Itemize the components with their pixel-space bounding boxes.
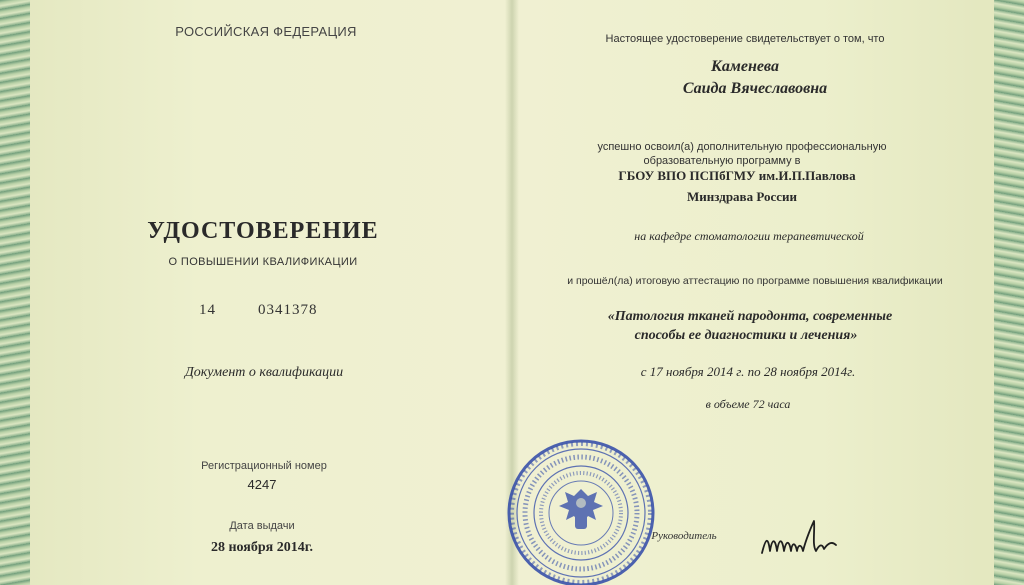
country-heading: РОССИЙСКАЯ ФЕДЕРАЦИЯ bbox=[175, 24, 357, 39]
head-label: Руководитель bbox=[651, 530, 717, 542]
institution-line-1: ГБОУ ВПО ПСПбГМУ им.И.П.Павлова bbox=[618, 168, 856, 183]
attestation-text: и прошёл(ла) итоговую аттестацию по программе повышения квалификации bbox=[567, 275, 943, 287]
document-title: УДОСТОВЕРЕНИЕ bbox=[147, 218, 379, 244]
study-volume: в объеме 72 часа bbox=[705, 397, 791, 411]
holder-surname: Каменева bbox=[711, 58, 779, 75]
document-type: Документ о квалификации bbox=[184, 365, 344, 380]
left-ornament-border bbox=[0, 0, 30, 585]
holder-name: Саида Вячеславовна bbox=[682, 80, 828, 97]
official-seal-stamp bbox=[505, 437, 657, 585]
right-ornament-border bbox=[994, 0, 1024, 585]
program-title-1: «Патология тканей пародонта, современные bbox=[607, 309, 893, 324]
department-text: на кафедре стоматологии терапевтической bbox=[634, 229, 864, 243]
document-subtitle: О ПОВЫШЕНИИ КВАЛИФИКАЦИИ bbox=[168, 256, 358, 268]
handwritten-signature bbox=[758, 515, 848, 563]
issue-date-label: Дата выдачи bbox=[229, 520, 295, 532]
document-number: 0341378 bbox=[258, 302, 318, 318]
intro-text: Настоящее удостоверение свидетельствует о том, что bbox=[605, 33, 885, 45]
institution-line-2: Минздрава России bbox=[687, 189, 797, 204]
study-period: с 17 ноября 2014 г. по 28 ноября 2014г. bbox=[640, 364, 856, 379]
mastered-text-1: успешно освоил(а) дополнительную профессиональную bbox=[597, 141, 887, 153]
issue-date: 28 ноября 2014г. bbox=[210, 540, 314, 555]
registration-label: Регистрационный номер bbox=[201, 460, 327, 472]
series-number: 14 bbox=[199, 302, 216, 318]
registration-number: 4247 bbox=[247, 477, 277, 492]
mastered-text-2: образовательную программу в bbox=[643, 155, 801, 167]
program-title-2: способы ее диагностики и лечения» bbox=[634, 328, 858, 343]
